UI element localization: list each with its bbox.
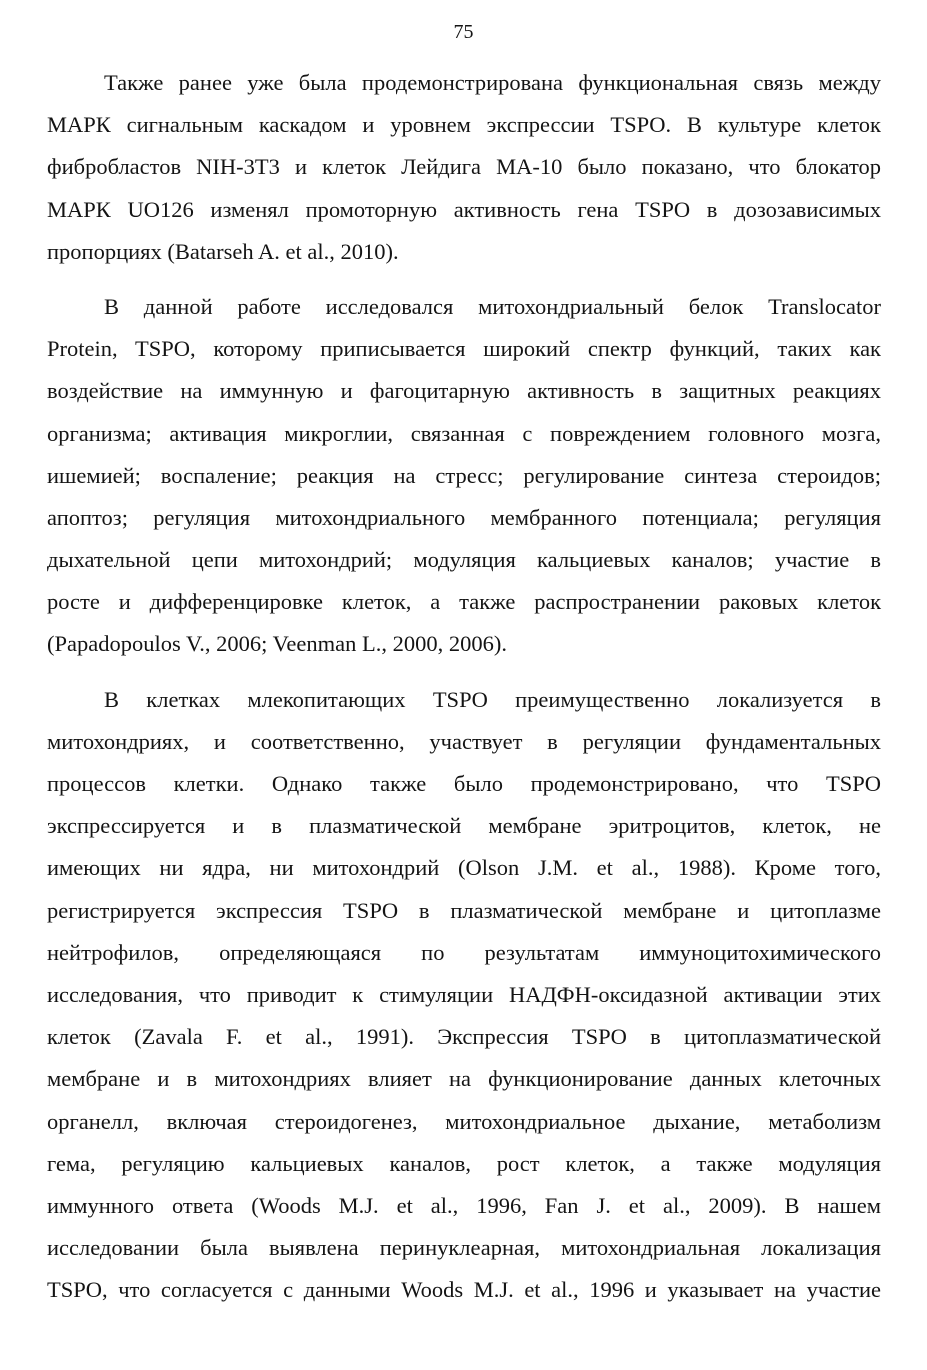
text-line: органелл, включая стероидогенез, митохондриальное дыхание, метаболизм xyxy=(47,1108,881,1134)
paragraph xyxy=(47,62,881,273)
text-line: мембране и в митохондриях влияет на функционирование данных клеточных xyxy=(47,1066,881,1092)
text-line: воздействие на иммунную и фагоцитарную активность в защитных реакциях xyxy=(47,378,881,404)
text-line: Protein, TSPO, которому приписывается широкий спектр функций, таких как xyxy=(47,336,881,362)
text-line: иммунного ответа (Woods M.J. et al., 1996, Fan J. et al., 2009). В нашем xyxy=(47,1192,881,1218)
text-line: фибробластов NIH-3T3 и клеток Лейдига МА-10 было показано, что блокатор xyxy=(47,154,881,180)
text-line: исследовании была выявлена перинуклеарная, митохондриальная локализация xyxy=(47,1235,881,1261)
text-line: В клетках млекопитающих TSPO преимущественно локализуется в xyxy=(104,686,881,712)
text-line: (Papadopoulos V., 2006; Veenman L., 2000, 2006). xyxy=(47,631,507,657)
text-line: пропорциях (Batarseh A. et al., 2010). xyxy=(47,238,399,264)
text-line: росте и дифференцировке клеток, а также распространении раковых клеток xyxy=(47,589,881,615)
paragraph xyxy=(47,679,881,1312)
text-line: МАРК UO126 изменял промоторную активность гена TSPO в дозозависимых xyxy=(47,196,881,222)
body-text xyxy=(47,62,881,1324)
text-line: ишемией; воспаление; реакция на стресс; регулирование синтеза стероидов; xyxy=(47,462,881,488)
text-line: организма; активация микроглии, связанная с повреждением головного мозга, xyxy=(47,420,881,446)
text-line: МАРК сигнальным каскадом и уровнем экспрессии TSPO. В культуре клеток xyxy=(47,112,881,138)
text-line: исследования, что приводит к стимуляции НАДФН-оксидазной активации этих xyxy=(47,981,881,1007)
text-line: апоптоз; регуляция митохондриального мембранного потенциала; регуляция xyxy=(47,504,881,530)
text-line: экспрессируется и в плазматической мембране эритроцитов, клеток, не xyxy=(47,813,881,839)
text-line: В данной работе исследовался митохондриальный белок Translocator xyxy=(104,293,881,319)
text-line: дыхательной цепи митохондрий; модуляция кальциевых каналов; участие в xyxy=(47,547,881,573)
text-line: имеющих ни ядра, ни митохондрий (Olson J.M. et al., 1988). Кроме того, xyxy=(47,855,881,881)
text-line: Также ранее уже была продемонстрирована функциональная связь между xyxy=(104,70,881,95)
text-line: регистрируется экспрессия TSPO в плазматической мембране и цитоплазме xyxy=(47,897,881,923)
text-line: процессов клетки. Однако также было продемонстрировано, что TSPO xyxy=(47,771,881,796)
text-line: клеток (Zavala F. et al., 1991). Экспрессия TSPO в цитоплазматической xyxy=(47,1024,881,1050)
text-line: нейтрофилов, определяющаяся по результатам иммуноцитохимического xyxy=(47,939,881,965)
text-line: TSPO, что согласуется с данными Woods M.J. et al., 1996 и указывает на участие xyxy=(47,1277,881,1303)
text-line: митохондриях, и соответственно, участвует в регуляции фундаментальных xyxy=(47,728,881,754)
text-line: гема, регуляцию кальциевых каналов, рост клеток, а также модуляция xyxy=(47,1150,881,1176)
paragraph xyxy=(47,286,881,666)
page-number: 75 xyxy=(453,21,474,43)
